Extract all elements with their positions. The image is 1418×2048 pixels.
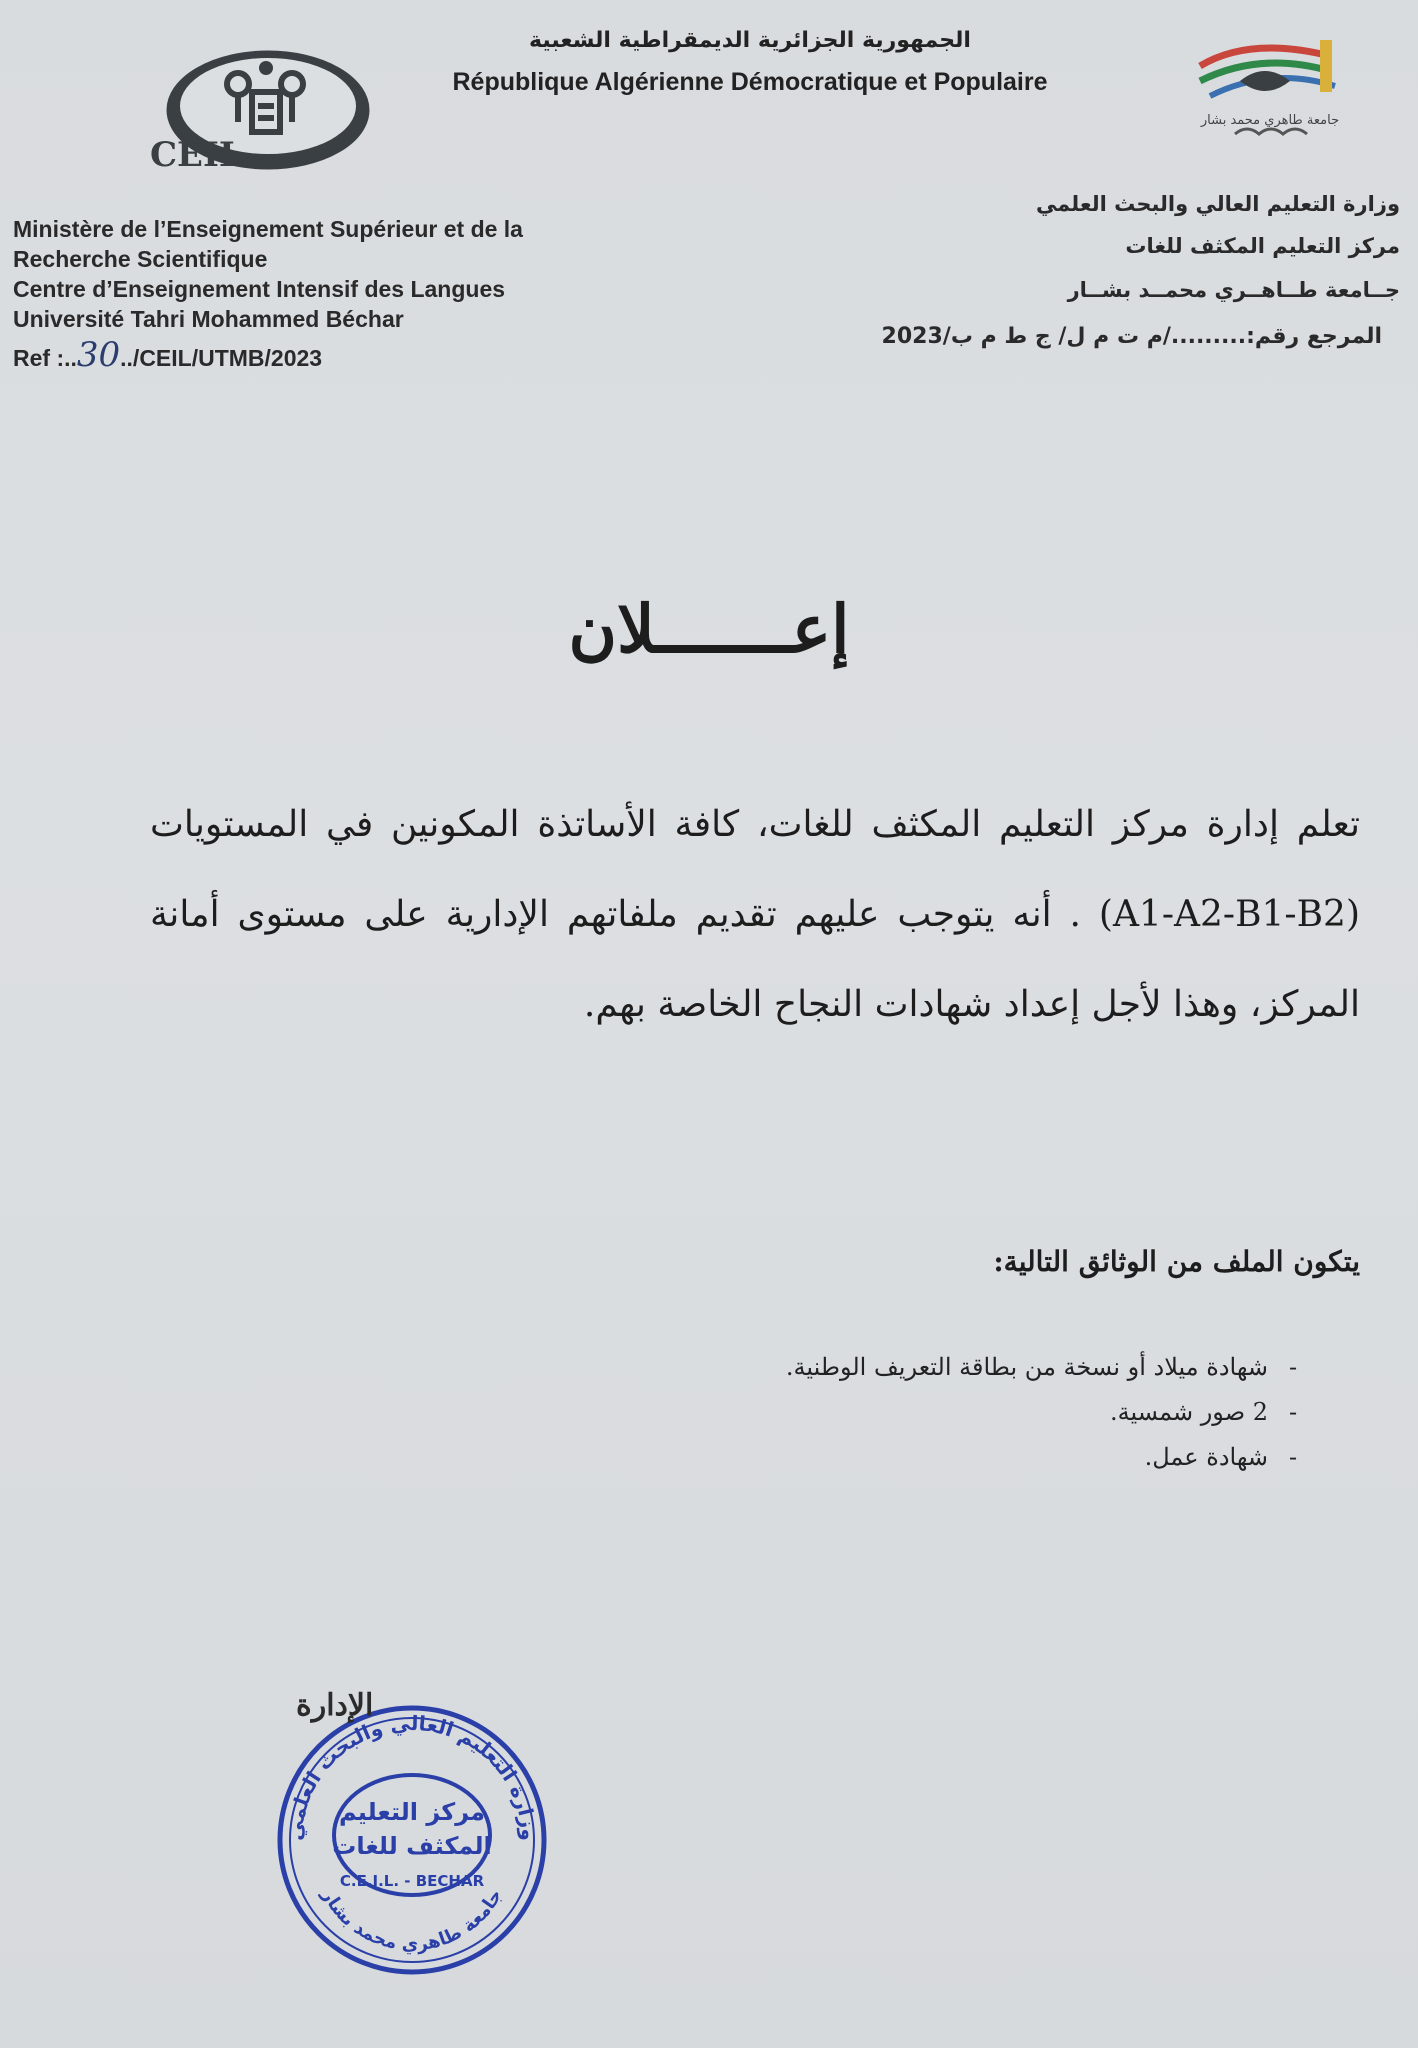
ref-suffix: ../CEIL/UTMB/2023 [120,345,323,371]
svg-text:جامعة طاهري محمد بشار: جامعة طاهري محمد بشار [317,1885,507,1956]
list-item [618,1435,1318,1480]
centre-name-fr: Centre d’Enseignement Intensif des Langues [13,276,506,302]
university-name-fr: Université Tahri Mohammed Béchar [13,306,404,332]
official-stamp [262,1690,562,1980]
list-bullet: - [1288,1443,1298,1471]
administration-label: الإدارة [296,1688,374,1723]
list-bullet: - [1288,1353,1298,1381]
ceil-logo [140,40,380,180]
svg-text:المكثف للغات: المكثف للغات [332,1832,492,1860]
reference-fr [13,335,322,375]
documents-list [618,1345,1318,1480]
ref-handwritten-number: 30 [76,335,121,375]
centre-name-ar: مركز التعليم المكثف للغات [1125,234,1400,258]
header-french-republic: République Algérienne Démocratique et Populaire [452,68,1048,96]
svg-text:وزارة التعليم العالي والبحث ال: وزارة التعليم العالي والبحث العلمي [282,1710,542,1842]
ministry-line-1: Ministère de l’Enseignement Supérieur et de la [13,216,523,242]
announcement-title: إعـــــــلان [568,590,850,668]
ministry-line-2: Recherche Scientifique [13,246,268,272]
header-arabic-republic: الجمهورية الجزائرية الديمقراطية الشعبية [529,28,971,53]
documents-heading: يتكون الملف من الوثائق التالية: [993,1245,1360,1278]
list-item [618,1390,1318,1435]
list-item-text: 2 صور شمسية. [1109,1398,1268,1426]
university-name-ar: جــامعة طــاهــري محمــد بشــار [1067,278,1400,302]
ministry-ar: وزارة التعليم العالي والبحث العلمي [1035,192,1400,216]
reference-ar: المرجع رقم:........./م ت م ل/ ج ط م ب/2023 [881,324,1382,349]
list-bullet: - [1288,1398,1298,1426]
university-logo [1180,26,1360,156]
svg-text:CEIL: CEIL [150,135,243,175]
svg-text:جامعة طاهري محمد بشار: جامعة طاهري محمد بشار [1200,113,1340,128]
svg-text:مركز التعليم: مركز التعليم [338,1798,486,1826]
svg-text:C.E.I.L. - BECHAR: C.E.I.L. - BECHAR [339,1872,485,1890]
list-item-text: شهادة ميلاد أو نسخة من بطاقة التعريف الوطنية. [785,1353,1268,1381]
list-item [618,1345,1318,1390]
announcement-body: تعلم إدارة مركز التعليم المكثف للغات، كافة الأساتذة المكونين في المستويات (A1-A2-B1-B2) . أنه يتوجب عليهم تقديم ملفاتهم الإدارية على مستوى أمانة المركز، وهذا لأجل إعداد شهادات النجاح الخاصة بهم. [150,804,1360,1025]
list-item-text: شهادة عمل. [1144,1443,1268,1471]
ref-prefix: Ref :.. [13,345,77,371]
